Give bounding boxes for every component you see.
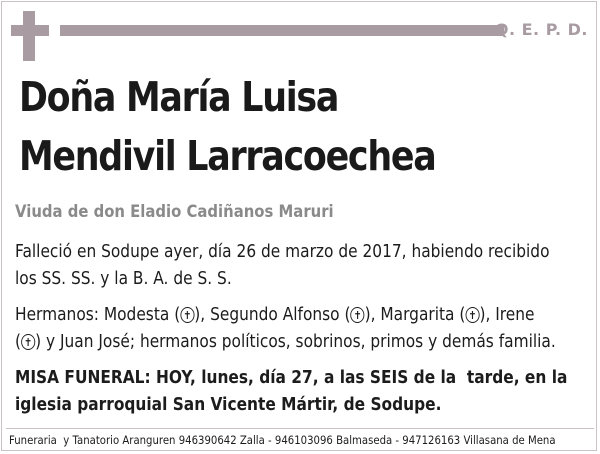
cross-icon	[11, 11, 49, 61]
deceased-name-line2: Mendivil Larracoechea	[19, 132, 436, 180]
death-notice-line2: los SS. SS. y la B. A. de S. S.	[15, 269, 232, 289]
footer-divider	[6, 428, 594, 429]
header-bar	[60, 25, 504, 36]
family-line2: ( ✝ ) y Juan José; hermanos políticos, sobrinos, primos y demás familia.	[15, 332, 556, 352]
funeral-line1: MISA FUNERAL: HOY, lunes, día 27, a las SEIS de la tarde, en la	[15, 368, 568, 388]
family-list	[15, 302, 578, 356]
funeral-home-footer: Funeraria y Tanatorio Aranguren 946390642 Zalla - 946103096 Balmaseda - 947126163 Villasana de Mena	[9, 433, 556, 447]
deceased-name	[19, 68, 508, 186]
deceased-cross-icon: ✝	[465, 307, 479, 323]
death-notice-line1: Falleció en Sodupe ayer, día 26 de marzo de 2017, habiendo recibido	[15, 242, 550, 262]
deceased-cross-icon: ✝	[180, 307, 194, 323]
deceased-name-line1: Doña María Luisa	[19, 73, 339, 121]
deceased-cross-icon: ✝	[351, 307, 365, 323]
deceased-cross-icon: ✝	[21, 334, 35, 350]
funeral-line2: iglesia parroquial San Vicente Mártir, de Sodupe.	[15, 395, 442, 415]
funeral-mass	[15, 365, 578, 419]
death-notice	[15, 239, 578, 293]
widow-of: Viuda de don Eladio Cadiñanos Maruri	[15, 202, 334, 221]
qepd-label: Q. E. P. D.	[494, 20, 588, 39]
family-line1: Hermanos: Modesta ( ✝ ), Segundo Alfonso ( ✝ ), Margarita ( ✝ ), Irene	[15, 305, 535, 325]
